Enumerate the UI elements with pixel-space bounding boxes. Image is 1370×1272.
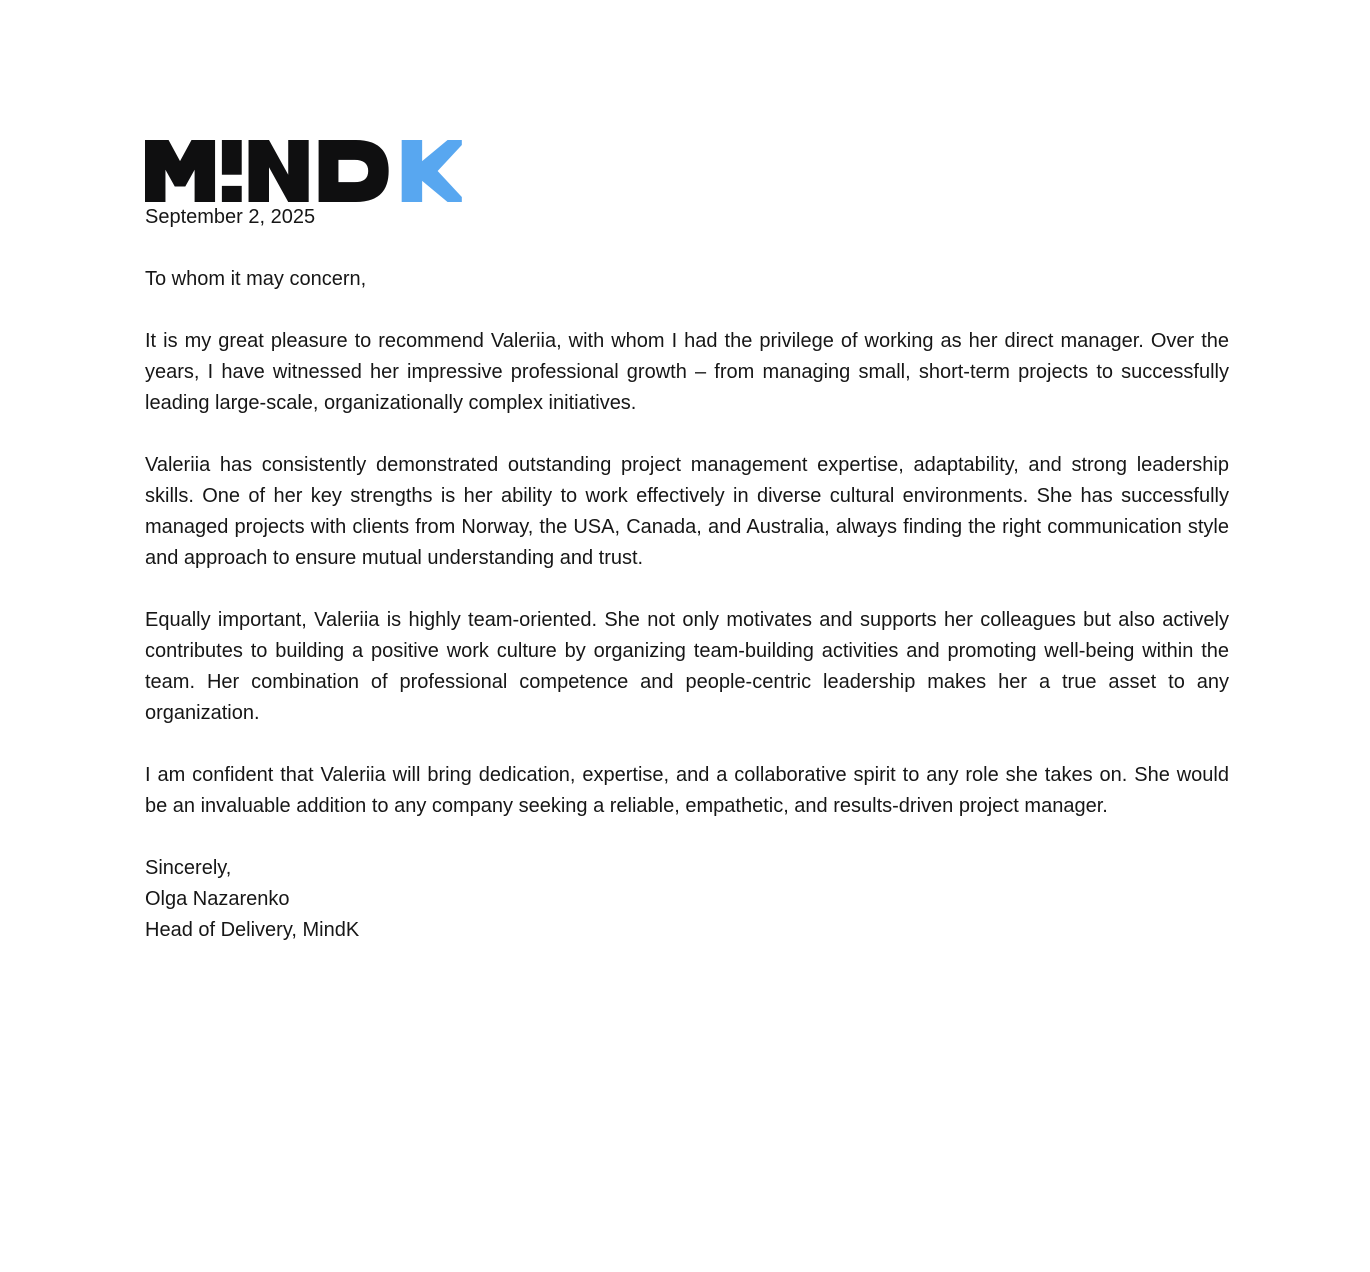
mindk-logo: [145, 140, 463, 202]
letter-date: September 2, 2025: [145, 206, 316, 228]
logo-letter-d: [319, 140, 389, 202]
closing-signer-name: Olga Nazarenko: [145, 888, 290, 910]
logo-letter-k: [402, 140, 462, 202]
letter-paragraph-3: Equally important, Valeriia is highly team-oriented. She not only motivates and supports her colleagues but also actively contributes to building a positive work culture by organizing team-building activities and promoting well-being within the team. Her combination of professional competence and people-centric leadership makes her a true asset to any organization.: [145, 609, 1229, 724]
letter-closing-block: [145, 853, 1229, 946]
letter-salutation: To whom it may concern,: [145, 268, 367, 290]
logo-exclamation-dot: [222, 186, 242, 202]
letter-paragraph-2: Valeriia has consistently demonstrated outstanding project management expertise, adaptability, and strong leadership skills. One of her key strengths is her ability to work effectively in diverse cultural environments. She has successfully managed projects with clients from Norway, the USA, Canada, and Australia, always finding the right communication style and approach to ensure mutual understanding and trust.: [145, 454, 1229, 569]
logo-letter-m: [145, 140, 215, 202]
closing-valediction: Sincerely,: [145, 857, 232, 879]
logo-exclamation-bar: [222, 140, 242, 175]
letter-paragraph-4: I am confident that Valeriia will bring dedication, expertise, and a collaborative spirit to any role she takes on. She would be an invaluable addition to any company seeking a reliable, empathetic, and results-driven project manager.: [145, 764, 1229, 817]
letter-paragraph-1: It is my great pleasure to recommend Valeriia, with whom I had the privilege of working as her direct manager. Over the years, I have witnessed her impressive professional growth – from managing small, short-term projects to successfully leading large-scale, organizationally complex initiatives.: [145, 330, 1229, 414]
closing-signer-title: Head of Delivery, MindK: [145, 919, 360, 941]
logo-letter-n: [249, 140, 309, 202]
